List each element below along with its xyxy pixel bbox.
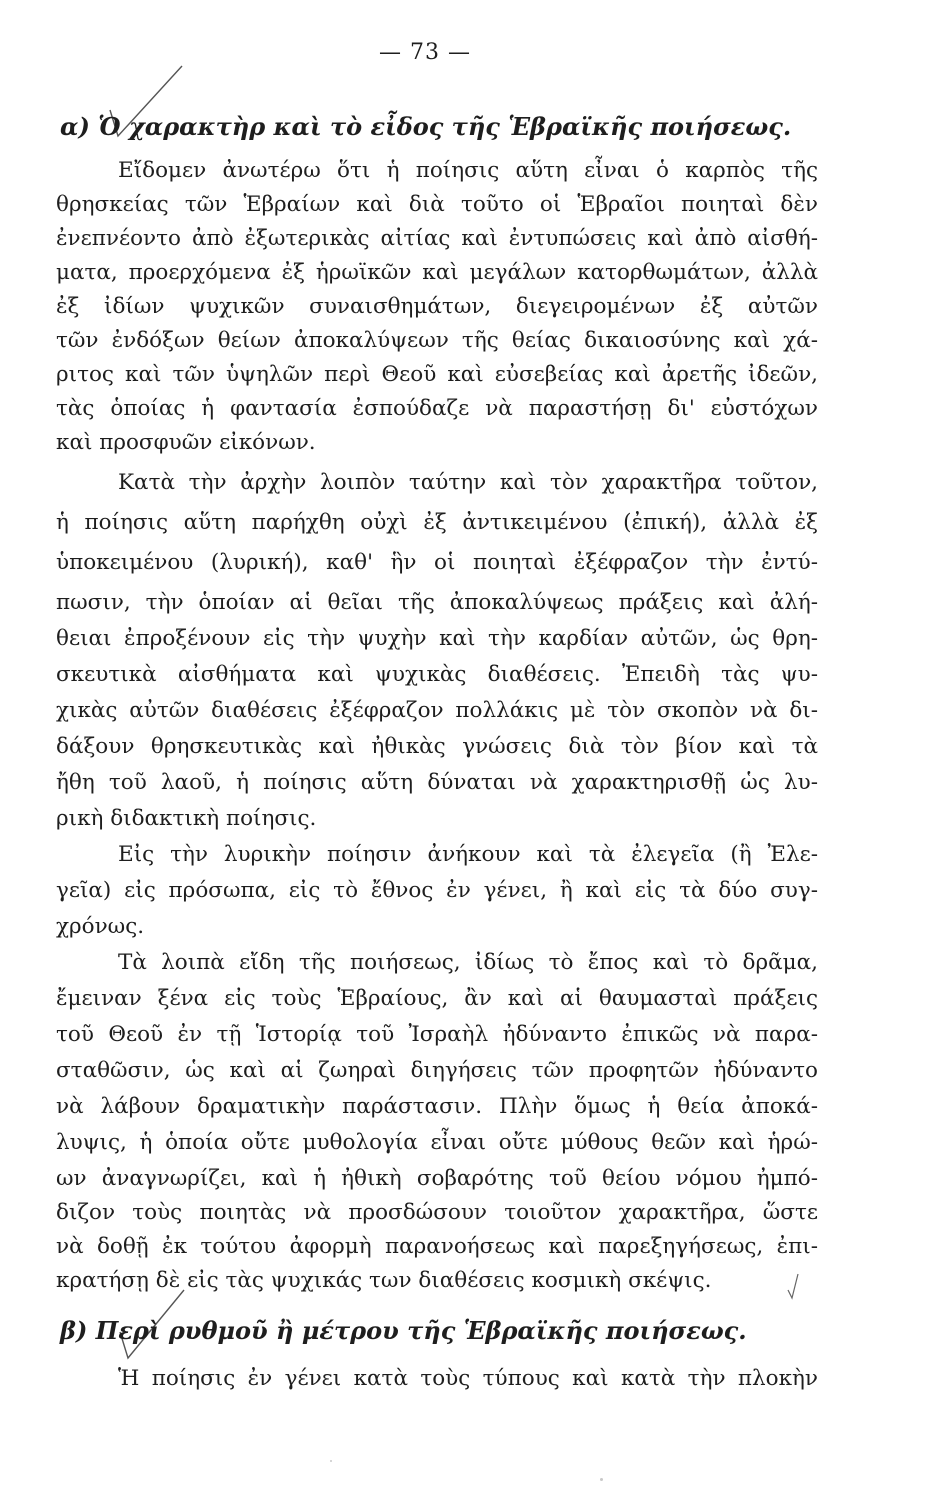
text-line: νὰ δοθῇ ἐκ τούτου ἀφορμὴ παρανοήσεως καὶ παρεξηγήσεως, ἐπι- <box>56 1234 818 1259</box>
section-heading-a: α) Ὁ χαρακτὴρ καὶ τὸ εἶδος τῆς Ἑβραϊκῆς ποιήσεως. <box>60 112 792 141</box>
text-line: ἐνεπνέοντο ἀπὸ ἐξωτερικὰς αἰτίας καὶ ἐντυπώσεις καὶ ἀπὸ αἰσθή- <box>56 226 818 251</box>
text-line: κρατήσῃ δὲ εἰς τὰς ψυχικάς των διαθέσεις κοσμικὴ σκέψις. <box>56 1268 712 1293</box>
text-line: Εἰς τὴν λυρικὴν ποίησιν ἀνήκουν καὶ τὰ ἐλεγεῖα (ἢ Ἐλε- <box>118 842 818 867</box>
text-line: ἡ ποίησις αὕτη παρήχθη οὐχὶ ἐξ ἀντικειμένου (ἐπική), ἀλλὰ ἐξ <box>56 510 818 535</box>
text-line: σκευτικὰ αἰσθήματα καὶ ψυχικὰς διαθέσεις. Ἐπειδὴ τὰς ψυ- <box>56 662 818 687</box>
text-line: Τὰ λοιπὰ εἴδη τῆς ποιήσεως, ἰδίως τὸ ἔπος καὶ τὸ δρᾶμα, <box>118 950 818 975</box>
text-line: ων ἀναγνωρίζει, καὶ ἡ ἠθικὴ σοβαρότης τοῦ θείου νόμου ἠμπό- <box>56 1166 818 1191</box>
text-line: πωσιν, τὴν ὁποίαν αἱ θεῖαι τῆς ἀποκαλύψεως πράξεις καὶ ἀλή- <box>56 590 818 615</box>
text-line: Εἴδομεν ἀνωτέρω ὅτι ἡ ποίησις αὕτη εἶναι ὁ καρπὸς τῆς <box>118 158 818 183</box>
text-line: νὰ λάβουν δραματικὴν παράστασιν. Πλὴν ὅμως ἡ θεία ἀποκά- <box>56 1094 818 1119</box>
text-line: ριτος καὶ τῶν ὑψηλῶν περὶ Θεοῦ καὶ εὐσεβείας καὶ ἀρετῆς ἰδεῶν, <box>56 362 818 387</box>
section-heading-b: β) Περὶ ρυθμοῦ ἢ μέτρου τῆς Ἑβραϊκῆς ποιήσεως. <box>60 1316 747 1345</box>
text-line: ρικὴ διδακτικὴ ποίησις. <box>56 806 317 831</box>
text-line: τὰς ὁποίας ἡ φαντασία ἐσπούδαζε νὰ παραστήσῃ δι' εὐστόχων <box>56 396 818 421</box>
text-line: λυψις, ἡ ὁποία οὔτε μυθολογία εἶναι οὔτε μύθους θεῶν καὶ ἡρώ- <box>56 1130 818 1155</box>
text-line: διζον τοὺς ποιητὰς νὰ προσδώσουν τοιοῦτον χαρακτῆρα, ὥστε <box>56 1200 818 1225</box>
scan-speck <box>330 1460 332 1462</box>
text-line: ἐξ ἰδίων ψυχικῶν συναισθημάτων, διεγειρομένων ἐξ αὐτῶν <box>56 294 818 319</box>
text-line: ματα, προερχόμενα ἐξ ἡρωϊκῶν καὶ μεγάλων κατορθωμάτων, ἀλλὰ <box>56 260 818 285</box>
check-mark-icon <box>786 1270 800 1300</box>
text-line: τῶν ἐνδόξων θείων ἀποκαλύψεων τῆς θείας δικαιοσύνης καὶ χά- <box>56 328 818 353</box>
text-line: γεῖα) εἰς πρόσωπα, εἰς τὸ ἔθνος ἐν γένει, ἢ καὶ εἰς τὰ δύο συγ- <box>56 878 818 903</box>
text-line: θειαι ἐπροξένουν εἰς τὴν ψυχὴν καὶ τὴν καρδίαν αὐτῶν, ὡς θρη- <box>56 626 818 651</box>
text-line: Ἡ ποίησις ἐν γένει κατὰ τοὺς τύπους καὶ κατὰ τὴν πλοκὴν <box>118 1366 818 1391</box>
text-line: ἔμειναν ξένα εἰς τοὺς Ἑβραίους, ἂν καὶ αἱ θαυμασταὶ πράξεις <box>56 986 818 1011</box>
text-line: ὑποκειμένου (λυρική), καθ' ἣν οἱ ποιηταὶ ἐξέφραζον τὴν ἐντύ- <box>56 550 818 575</box>
text-line: σταθῶσιν, ὡς καὶ αἱ ζωηραὶ διηγήσεις τῶν προφητῶν ἠδύναντο <box>56 1058 818 1083</box>
text-line: ἤθη τοῦ λαοῦ, ἡ ποίησις αὕτη δύναται νὰ χαρακτηρισθῇ ὡς λυ- <box>56 770 818 795</box>
page-number: — 73 — <box>379 40 471 65</box>
text-line: χρόνως. <box>56 914 145 939</box>
scan-speck <box>600 1478 603 1481</box>
text-line: θρησκείας τῶν Ἑβραίων καὶ διὰ τοῦτο οἱ Ἑβραῖοι ποιηταὶ δὲν <box>56 192 818 217</box>
text-line: χικὰς αὐτῶν διαθέσεις ἐξέφραζον πολλάκις μὲ τὸν σκοπὸν νὰ δι- <box>56 698 818 723</box>
text-line: Κατὰ τὴν ἀρχὴν λοιπὸν ταύτην καὶ τὸν χαρακτῆρα τοῦτον, <box>118 470 818 495</box>
text-line: δάξουν θρησκευτικὰς καὶ ἠθικὰς γνώσεις διὰ τὸν βίον καὶ τὰ <box>56 734 818 759</box>
text-line: καὶ προσφυῶν εἰκόνων. <box>56 430 316 455</box>
text-line: τοῦ Θεοῦ ἐν τῇ Ἱστορίᾳ τοῦ Ἰσραὴλ ἠδύναντο ἐπικῶς νὰ παρα- <box>56 1022 818 1047</box>
